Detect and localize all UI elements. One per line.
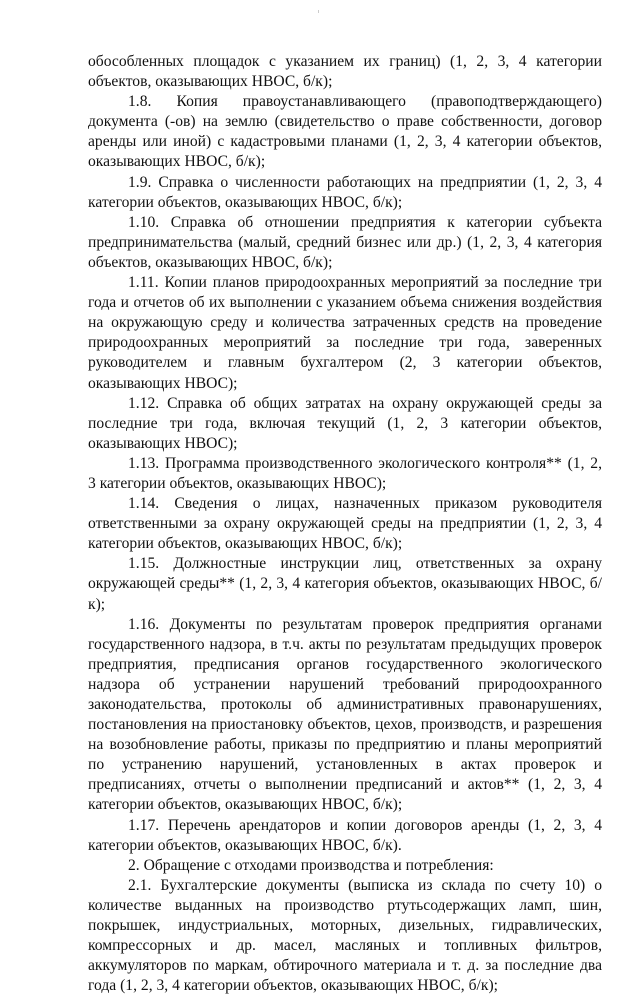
paragraph-1-7-continuation: обособленных площадок с указанием их границ) (1, 2, 3, 4 категории объектов, оказывающих НВОС, б/к); — [88, 53, 602, 91]
paragraph-1-14: 1.14. Сведения о лицах, назначенных приказом руководителя ответственными за охрану окружающей среды на предприятии (1, 2, 3, 4 категории объектов, оказывающих НВОС, б/к); — [88, 495, 602, 553]
paragraph-1-10: 1.10. Справка об отношении предприятия к категории субъекта предпринимательства (малый, средний бизнес или др.) (1, 2, 3, 4 категория объектов, оказывающих НВОС, б/к); — [88, 213, 602, 271]
document-body — [88, 52, 602, 996]
paragraph-1-17: 1.17. Перечень арендаторов и копии договоров аренды (1, 2, 3, 4 категории объектов, оказывающих НВОС, б/к). — [88, 816, 602, 854]
paragraph-1-13: 1.13. Программа производственного экологического контроля** (1, 2, 3 категории объектов, оказывающих НВОС); — [88, 454, 602, 492]
paragraph-1-15: 1.15. Должностные инструкции лиц, ответственных за охрану окружающей среды** (1, 2, 3, 4 категория объектов, оказывающих НВОС, б/к); — [88, 555, 602, 613]
paragraph-2-1: 2.1. Бухгалтерские документы (выписка из склада по счету 10) о количестве выданных на производство ртутьсодержащих ламп, шин, покрышек, индустриальных, моторных, дизельных, гидравлических, компрессорных и др. масел, масляных и топливных фильтров, аккумуляторов по маркам, обтирочного материала и т. д. за последние два года (1, 2, 3, 4 категории объектов, оказывающих НВОС, б/к); — [88, 876, 602, 995]
paragraph-1-11: 1.11. Копии планов природоохранных мероприятий за последние три года и отчетов об их выполнении с указанием объема снижения воздействия на окружающую среду и количества затраченных средств на проведение природоохранных мероприятий за последние три года, заверенных руководителем и главным бухгалтером (2, 3 категории объектов, оказывающих НВОС); — [88, 274, 602, 392]
paragraph-1-9: 1.9. Справка о численности работающих на предприятии (1, 2, 3, 4 категории объектов, оказывающих НВОС, б/к); — [88, 173, 602, 211]
scan-artifact — [318, 10, 319, 13]
section-2-heading: 2. Обращение с отходами производства и потребления: — [128, 856, 494, 874]
paragraph-1-16: 1.16. Документы по результатам проверок предприятия органами государственного надзора, в т.ч. акты по результатам предыдущих проверок предприятия, предписания органов государственного экологического надзора об устранении нарушений требований природоохранного законодательства, протоколы об административных правонарушениях, постановления на приостановку объектов, цехов, производств, и разрешения на возобновление работы, приказы по предприятию и планы мероприятий по устранению нарушений, установленных в актах проверок и предписаниях, отчеты о выполнении предписаний и актов** (1, 2, 3, 4 категории объектов, оказывающих НВОС, б/к); — [88, 615, 602, 814]
paragraph-1-8: 1.8. Копия правоустанавливающего (правоподтверждающего) документа (-ов) на землю (свидетельство о праве собственности, договор аренды или иной) с кадастровыми планами (1, 2, 3, 4 категории объектов, оказывающих НВОС, б/к); — [88, 93, 602, 171]
paragraph-1-12: 1.12. Справка об общих затратах на охрану окружающей среды за последние три года, включая текущий (1, 2, 3 категории объектов, оказывающих НВОС); — [88, 394, 602, 452]
